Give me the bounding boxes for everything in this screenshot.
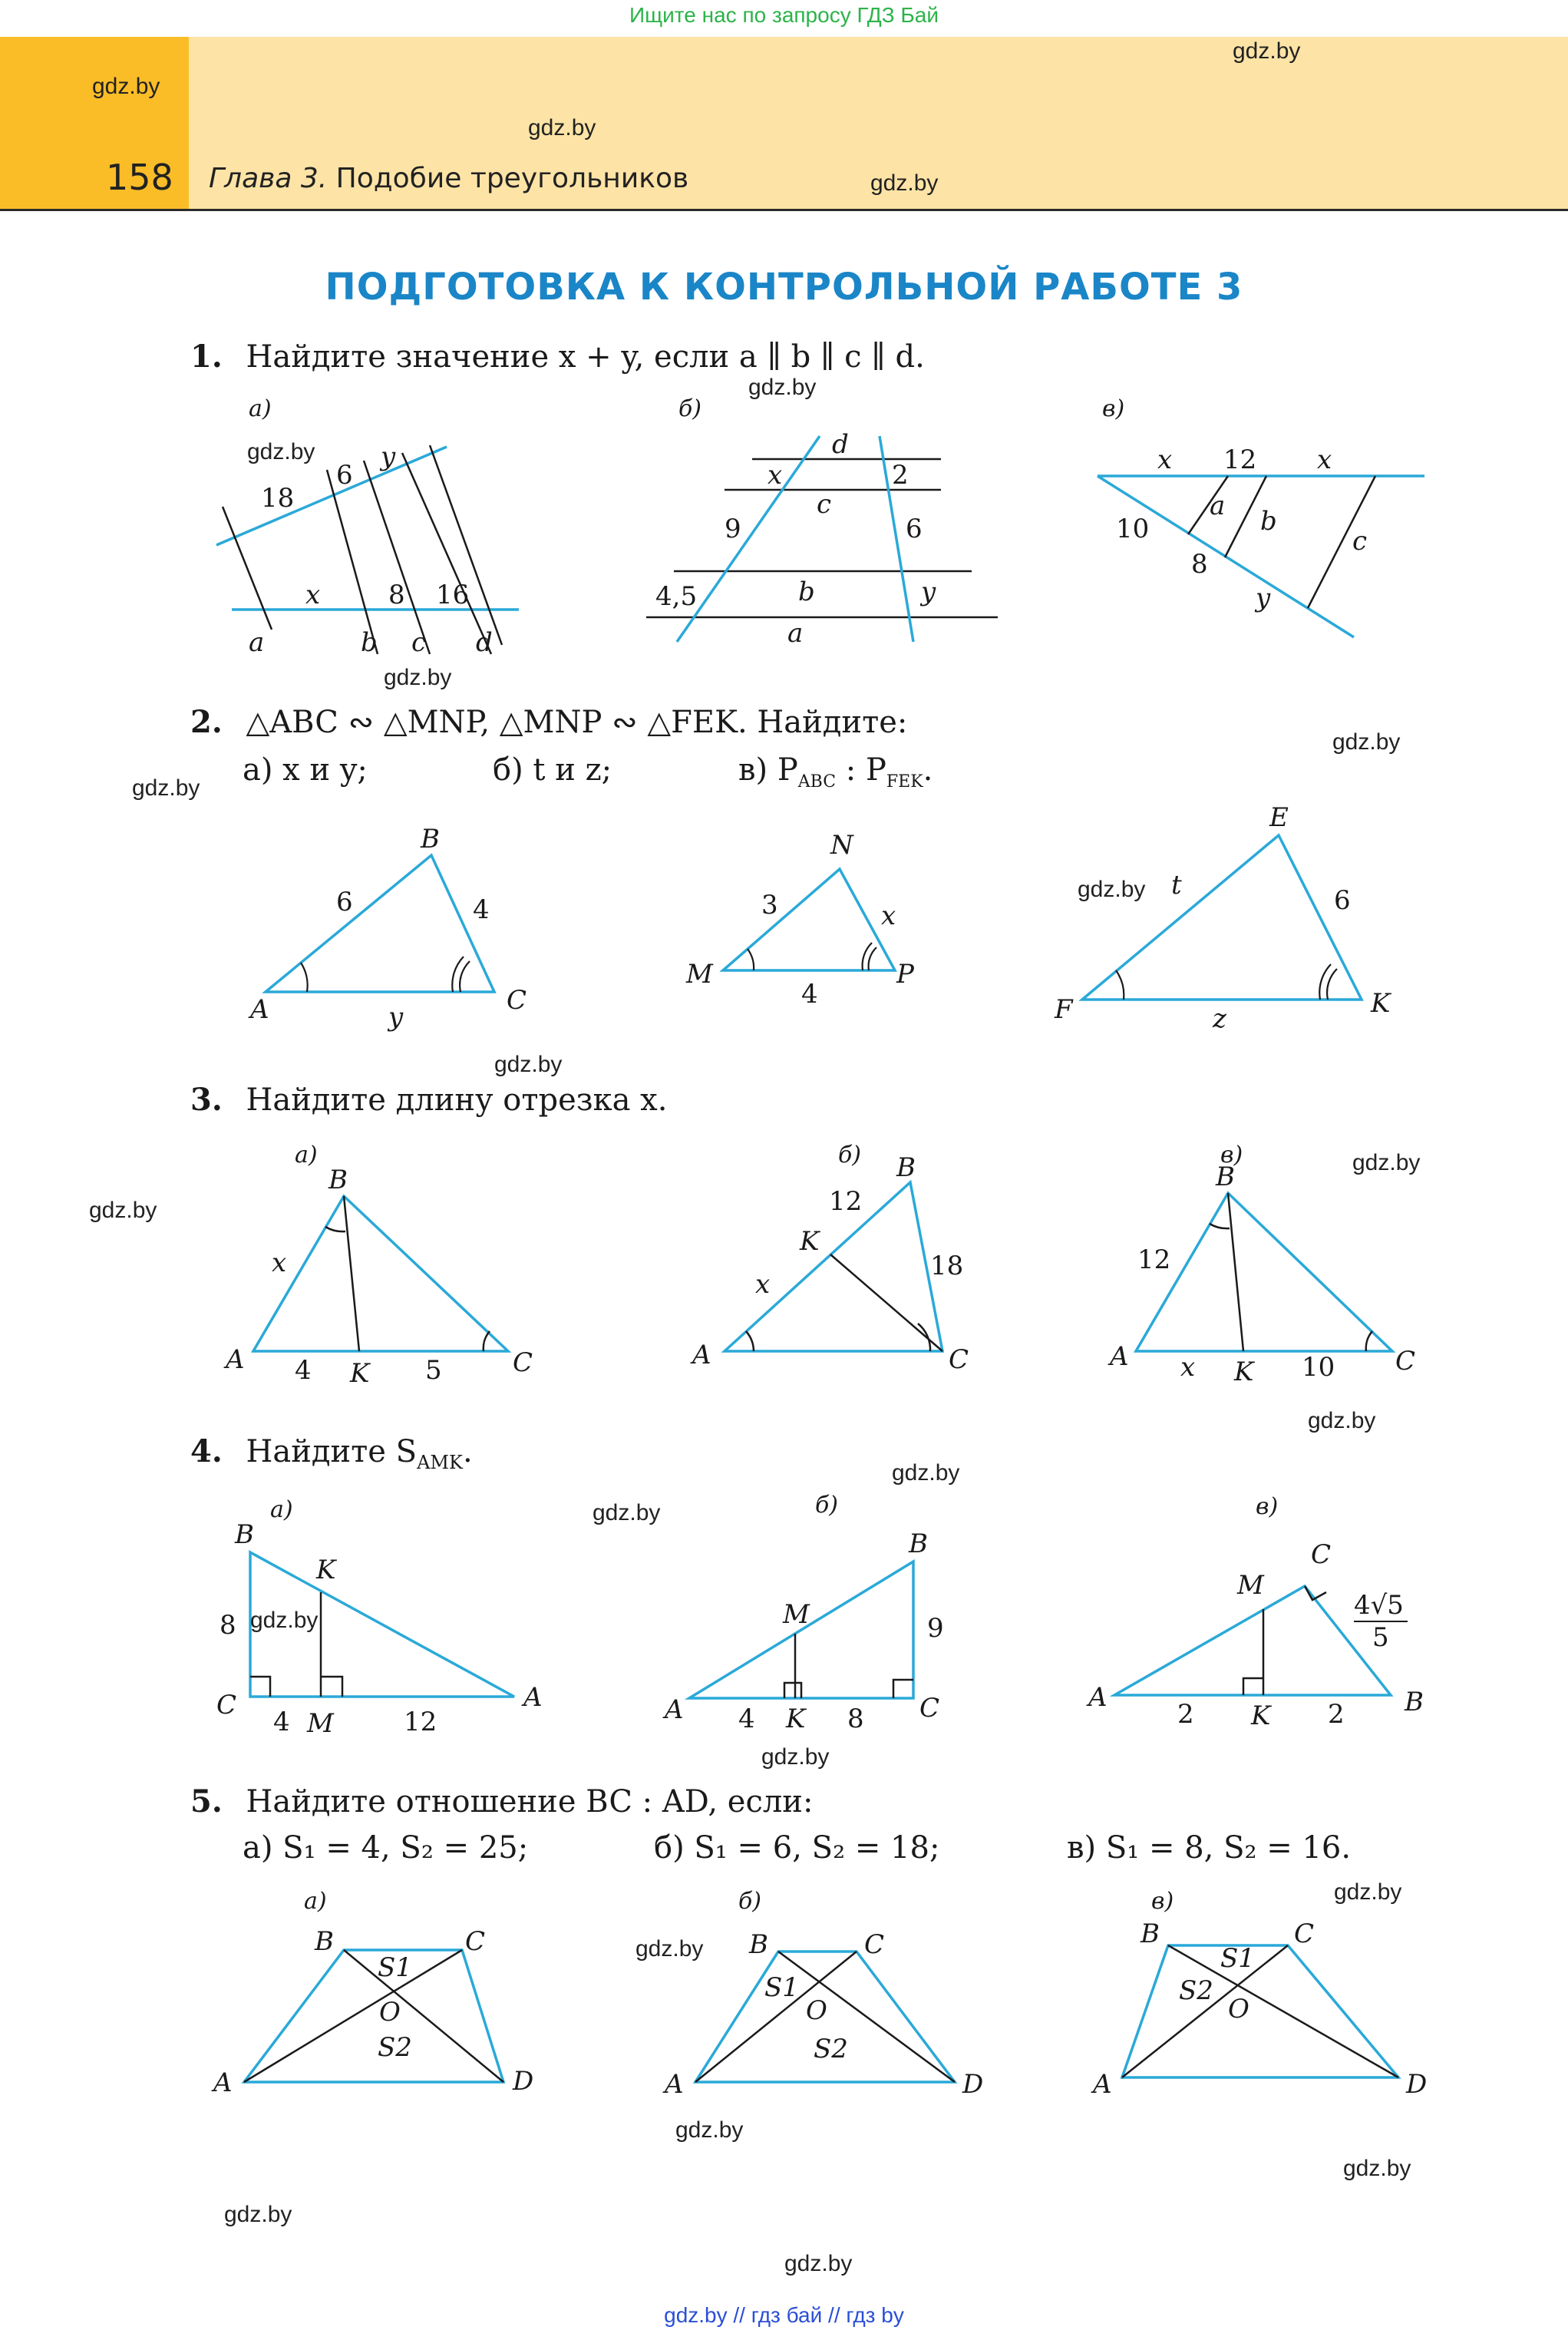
svg-text:6: 6 (336, 887, 353, 917)
task-number: 3. (190, 1082, 223, 1118)
svg-text:A: A (250, 994, 269, 1025)
svg-text:B: B (749, 1929, 768, 1960)
fig1a-label: 18 (261, 483, 295, 514)
task-text: Найдите значение x + y, если a ∥ b ∥ c ∥ d. (246, 339, 925, 375)
task-text: Найдите отношение BC : AD, если: (246, 1784, 814, 1819)
watermark: gdz.by (892, 1460, 960, 1486)
svg-text:K: K (1371, 988, 1391, 1019)
svg-text:O: O (1228, 1994, 1249, 2024)
svg-text:4: 4 (473, 894, 490, 925)
svg-text:x: x (1180, 1352, 1196, 1383)
watermark: gdz.by (89, 1198, 157, 1223)
task-text: Найдите длину отрезка x. (246, 1082, 668, 1118)
task-5-c: в) S₁ = 8, S₂ = 16. (1067, 1830, 1352, 1866)
svg-text:5: 5 (425, 1355, 442, 1386)
svg-text:12: 12 (1223, 445, 1257, 475)
fig1a-label: 8 (388, 580, 405, 610)
svg-text:y: y (388, 1002, 404, 1033)
svg-text:K: K (1234, 1357, 1254, 1387)
svg-text:x: x (1157, 445, 1173, 475)
task-3 (190, 1081, 667, 1119)
svg-text:B: B (421, 824, 440, 854)
svg-text:D: D (1406, 2069, 1428, 2100)
svg-text:d: d (832, 429, 849, 460)
svg-text:9: 9 (725, 514, 741, 544)
svg-text:A: A (213, 2067, 233, 2098)
task-2-a: а) x и y; (243, 752, 368, 788)
svg-text:6: 6 (906, 514, 923, 544)
fig1a-label: c (411, 627, 427, 658)
svg-text:б): б) (738, 1888, 762, 1915)
svg-text:K: K (316, 1555, 336, 1585)
task-2-b: б) t и z; (493, 752, 612, 788)
fig-label-b: б) (678, 395, 702, 422)
svg-text:K: K (786, 1704, 806, 1734)
svg-text:x: x (1317, 445, 1332, 475)
fig1a-label: b (361, 627, 378, 658)
svg-text:P: P (896, 959, 914, 990)
top-note: Ищите нас по запросу ГДЗ Бай (629, 3, 939, 27)
task-number: 5. (190, 1783, 223, 1819)
svg-text:x: x (767, 460, 783, 491)
svg-text:8: 8 (220, 1610, 236, 1641)
watermark: gdz.by (224, 2202, 292, 2227)
svg-text:B: B (235, 1519, 254, 1550)
watermark: gdz.by (247, 439, 315, 464)
fig1a-line-c (364, 461, 430, 654)
svg-text:4: 4 (801, 979, 818, 1010)
svg-text:C: C (465, 1926, 486, 1957)
svg-text:10: 10 (1116, 514, 1150, 544)
watermark: gdz.by (1352, 1150, 1421, 1175)
svg-text:C: C (864, 1929, 885, 1960)
svg-text:C: C (507, 985, 527, 1016)
fig1a-line-b (327, 470, 378, 654)
svg-text:B: B (315, 1926, 334, 1957)
svg-text:x: x (272, 1248, 287, 1278)
svg-text:b: b (798, 577, 815, 607)
svg-text:2: 2 (892, 460, 909, 491)
svg-text:B: B (1405, 1687, 1424, 1717)
watermark: gdz.by (635, 1936, 704, 1962)
watermark: gdz.by (1343, 2156, 1411, 2181)
fig-label-c: в) (1102, 395, 1125, 422)
watermark: gdz.by (1078, 877, 1146, 902)
svg-text:S1: S1 (764, 1972, 799, 2003)
svg-text:S1: S1 (378, 1952, 412, 1983)
svg-text:K: K (800, 1226, 820, 1257)
svg-text:c: c (1352, 526, 1368, 557)
svg-text:C: C (1395, 1346, 1416, 1377)
svg-text:A: A (692, 1340, 711, 1370)
svg-text:C: C (919, 1693, 940, 1724)
svg-text:4: 4 (295, 1355, 312, 1386)
svg-text:A: A (523, 1682, 543, 1713)
fig1a-line-e (430, 445, 502, 645)
svg-text:K: K (350, 1358, 370, 1389)
svg-text:б): б) (838, 1142, 862, 1168)
svg-text:C: C (513, 1347, 533, 1378)
svg-text:a: a (1210, 491, 1226, 521)
svg-text:B: B (1216, 1162, 1235, 1192)
svg-text:B: B (896, 1152, 916, 1183)
svg-text:t: t (1171, 870, 1182, 901)
svg-text:4: 4 (738, 1704, 755, 1734)
watermark: gdz.by (1334, 1879, 1402, 1905)
watermark: gdz.by (870, 170, 939, 196)
svg-text:O: O (379, 1997, 401, 2028)
task-5 (190, 1783, 813, 1821)
svg-text:S1: S1 (1220, 1943, 1255, 1974)
watermark: gdz.by (250, 1608, 319, 1633)
fig1a-label: y (381, 441, 396, 472)
task-number: 2. (190, 704, 223, 740)
watermark: gdz.by (132, 775, 200, 801)
watermark: gdz.by (1332, 729, 1401, 755)
svg-text:а): а) (270, 1496, 293, 1523)
svg-text:12: 12 (404, 1707, 437, 1737)
svg-text:8: 8 (847, 1704, 864, 1734)
svg-text:10: 10 (1302, 1352, 1335, 1383)
svg-text:в): в) (1220, 1142, 1243, 1168)
svg-text:A: A (1110, 1341, 1129, 1372)
task-text: Найдите $S_{AMK}$. (246, 1434, 473, 1473)
svg-text:б): б) (815, 1492, 839, 1519)
fig1a-line-d (402, 453, 491, 654)
svg-text:S2: S2 (814, 2034, 848, 2064)
svg-text:x: x (881, 901, 896, 931)
svg-text:в): в) (1256, 1493, 1279, 1520)
svg-text:4,5: 4,5 (655, 581, 698, 612)
svg-text:E: E (1269, 802, 1289, 833)
fig1a-transversal-top (216, 447, 447, 545)
svg-text:M: M (686, 959, 713, 990)
svg-text:N: N (830, 830, 853, 861)
svg-text:b: b (1260, 506, 1277, 537)
svg-text:M: M (1237, 1570, 1264, 1601)
fig1a-label: d (476, 627, 493, 658)
svg-text:A: A (665, 2069, 684, 2100)
svg-text:5: 5 (1372, 1622, 1389, 1653)
task-5-a: а) S₁ = 4, S₂ = 25; (243, 1830, 529, 1866)
svg-text:x: x (755, 1269, 771, 1300)
task-5-b: б) S₁ = 6, S₂ = 18; (654, 1830, 940, 1866)
task-2-c: в) $P_{ABC}$ : $P_{FEK}$. (738, 752, 933, 792)
watermark: gdz.by (675, 2117, 744, 2143)
svg-text:12: 12 (1137, 1244, 1171, 1275)
svg-text:B: B (1141, 1919, 1160, 1949)
svg-text:B: B (328, 1165, 348, 1195)
svg-text:z: z (1213, 1003, 1226, 1034)
svg-text:D: D (513, 2066, 534, 2097)
svg-text:A: A (1093, 2069, 1112, 2100)
svg-text:O: O (806, 1995, 827, 2026)
task-2 (190, 703, 907, 742)
svg-text:4√5: 4√5 (1354, 1590, 1404, 1621)
svg-text:c: c (817, 489, 832, 520)
svg-text:2: 2 (1177, 1699, 1194, 1730)
page-number: 158 (106, 157, 173, 198)
watermark: gdz.by (92, 74, 160, 99)
svg-text:K: K (1251, 1700, 1271, 1731)
section-title: ПОДГОТОВКА К КОНТРОЛЬНОЙ РАБОТЕ 3 (325, 266, 1243, 309)
svg-text:A: A (665, 1694, 684, 1725)
watermark: gdz.by (593, 1500, 661, 1525)
watermark: gdz.by (784, 2251, 853, 2276)
svg-text:A: A (226, 1344, 245, 1375)
svg-text:M: M (307, 1708, 334, 1739)
svg-text:C: C (1311, 1539, 1332, 1570)
task-number: 1. (190, 339, 223, 375)
task-text: △ABC ∾ △MNP, △MNP ∾ △FEK. Найдите: (246, 705, 908, 740)
svg-text:F: F (1055, 994, 1073, 1025)
svg-text:а): а) (304, 1888, 327, 1915)
fig1a-label: a (249, 627, 265, 658)
svg-text:в): в) (1151, 1888, 1174, 1915)
task-number: 4. (190, 1433, 223, 1469)
svg-text:18: 18 (930, 1251, 964, 1281)
svg-text:2: 2 (1328, 1699, 1345, 1730)
svg-text:S2: S2 (378, 2032, 412, 2063)
chapter-name: Подобие треугольников (335, 163, 689, 194)
fig-label-a: а) (249, 395, 272, 422)
svg-text:a: a (787, 618, 804, 649)
svg-text:C: C (216, 1690, 237, 1720)
svg-text:9: 9 (927, 1613, 944, 1644)
task-4 (190, 1433, 473, 1482)
svg-text:M: M (783, 1599, 810, 1630)
chapter-prefix: Глава 3. (209, 163, 328, 194)
svg-text:3: 3 (761, 890, 778, 920)
watermark: gdz.by (761, 1744, 830, 1770)
watermark: gdz.by (494, 1052, 563, 1077)
footer-links[interactable]: gdz.by // гдз бай // гдз by (664, 2303, 904, 2327)
watermark: gdz.by (1233, 38, 1301, 64)
watermark: gdz.by (528, 115, 596, 140)
svg-text:A: A (1088, 1682, 1108, 1713)
svg-text:y: y (1256, 583, 1271, 613)
watermark: gdz.by (384, 665, 452, 690)
watermark: gdz.by (748, 375, 817, 400)
fig1a-label: x (305, 580, 321, 610)
svg-text:y: y (921, 577, 936, 607)
fig1a-label: 16 (436, 580, 470, 610)
fig1a-label: 6 (336, 460, 353, 491)
svg-text:4: 4 (273, 1707, 290, 1737)
watermark: gdz.by (1308, 1408, 1376, 1433)
svg-text:D: D (962, 2069, 984, 2100)
svg-text:B: B (909, 1529, 928, 1559)
svg-text:C: C (949, 1344, 969, 1375)
svg-text:8: 8 (1191, 549, 1208, 580)
svg-text:S2: S2 (1179, 1975, 1213, 2006)
svg-text:а): а) (295, 1142, 318, 1168)
svg-text:12: 12 (829, 1186, 863, 1217)
svg-text:6: 6 (1334, 885, 1351, 916)
svg-text:C: C (1294, 1919, 1315, 1949)
